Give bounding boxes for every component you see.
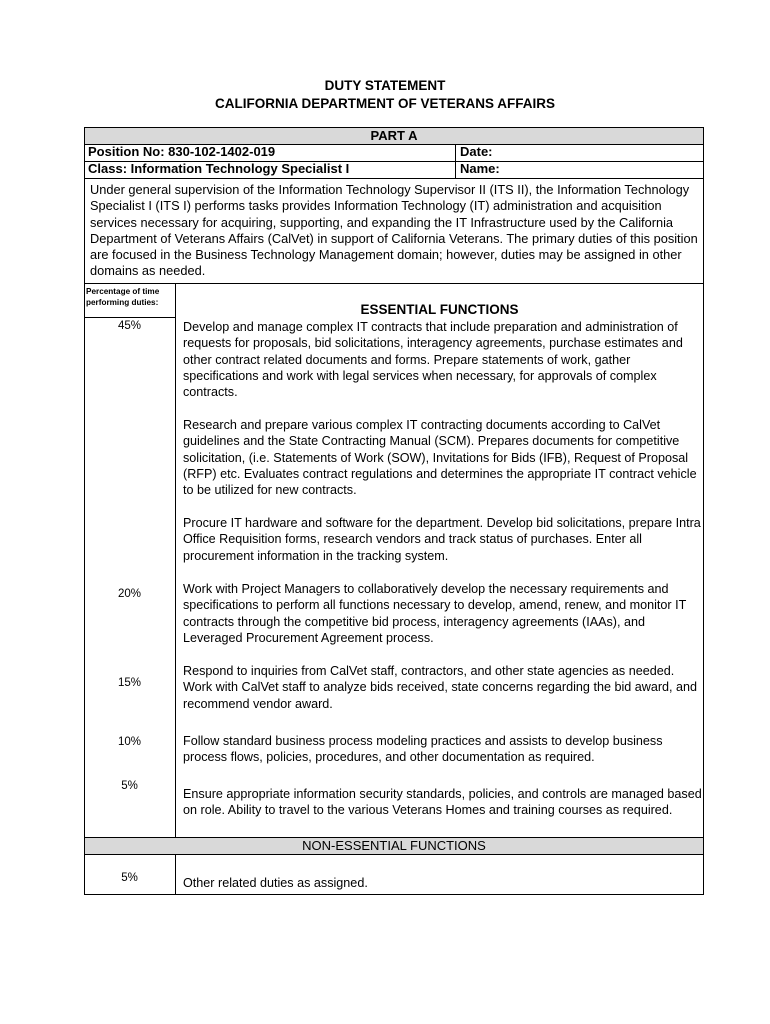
non-essential-label: NON-ESSENTIAL FUNCTIONS [302, 838, 486, 853]
duty-percentage: 20% [117, 588, 142, 600]
part-a-label: PART A [370, 128, 418, 143]
duty-percentage: 5% [121, 780, 138, 792]
non-essential-text: Other related duties as assigned. [183, 876, 368, 890]
part-a-header [85, 128, 703, 144]
non-essential-functions-header [85, 838, 703, 854]
class-title: Class: Information Technology Specialist I [88, 161, 350, 176]
percentage-header: Percentage of time performing duties: [86, 287, 160, 307]
position-number: Position No: 830-102-1402-019 [88, 144, 276, 159]
duty-text: Procure IT hardware and software for the department. Develop bid solicitations, prepare Intra Office Requisition forms, research vendors and track status of purchases. Enter all procurement information in the tracking system. [183, 516, 701, 563]
duty-text: Research and prepare various complex IT contracting documents according to CalVet guidelines and the State Contracting Manual (SCM). Prepares documents for competitive solicitation, (i.e. Statements of Work (SOW), Invitations for Bids (IFB), Request of Proposal (RFP) etc. Evaluates contract regulations and determines the appropriate IT contract vehicle to be utilized for new contracts. [183, 418, 697, 498]
duty-text: Respond to inquiries from CalVet staff, contractors, and other state agencies as needed. Work with CalVet staff to analyze bids received, state concerns regarding the bid award, and recommend vendor award. [183, 664, 698, 711]
date-label: Date: [460, 144, 493, 159]
name-label: Name: [460, 161, 500, 176]
duty-percentage: 15% [117, 677, 142, 689]
duty-text: Ensure appropriate information security standards, policies, and controls are managed based on role. Ability to travel to the various Veterans Homes and training courses as required. [183, 787, 702, 818]
essential-functions-header: ESSENTIAL FUNCTIONS [360, 302, 519, 317]
position-description: Under general supervision of the Information Technology Supervisor II (ITS II), the Information Technology Specialist I (ITS I) performs tasks provides Information Technology (IT) administration and acquisition services necessary for acquiring, supporting, and expanding the IT Infrastructure used by the California Department of Veterans Affairs (CalVet) in support of California Veterans. The primary duties of this position are focused in the Business Technology Management domain; however, duties may be assigned in other domains as needed. [90, 182, 698, 279]
duty-text: Work with Project Managers to collaboratively develop the necessary requirements and specifications to perform all functions necessary to develop, amend, renew, and monitor IT contracts through the competitive bid process, interagency agreements (IAAs), and Leveraged Procurement Agreement process. [183, 582, 687, 645]
duty-text: Develop and manage complex IT contracts that include preparation and administration of requests for proposals, bid solicitations, interagency agreements, purchase estimates and other contract related documents and forms. Prepare statements of work, gather specifications and work with legal services when necessary, for approvals of complex contracts. [183, 320, 683, 400]
duty-percentage: 10% [117, 736, 142, 748]
duty-text: Follow standard business process modeling practices and assists to develop business process flows, policies, procedures, and other documentation as required. [183, 734, 663, 765]
document-title: DUTY STATEMENT [324, 78, 446, 93]
non-essential-percentage: 5% [121, 872, 138, 884]
department-title: CALIFORNIA DEPARTMENT OF VETERANS AFFAIRS [215, 96, 555, 111]
duty-percentage: 45% [117, 320, 142, 332]
